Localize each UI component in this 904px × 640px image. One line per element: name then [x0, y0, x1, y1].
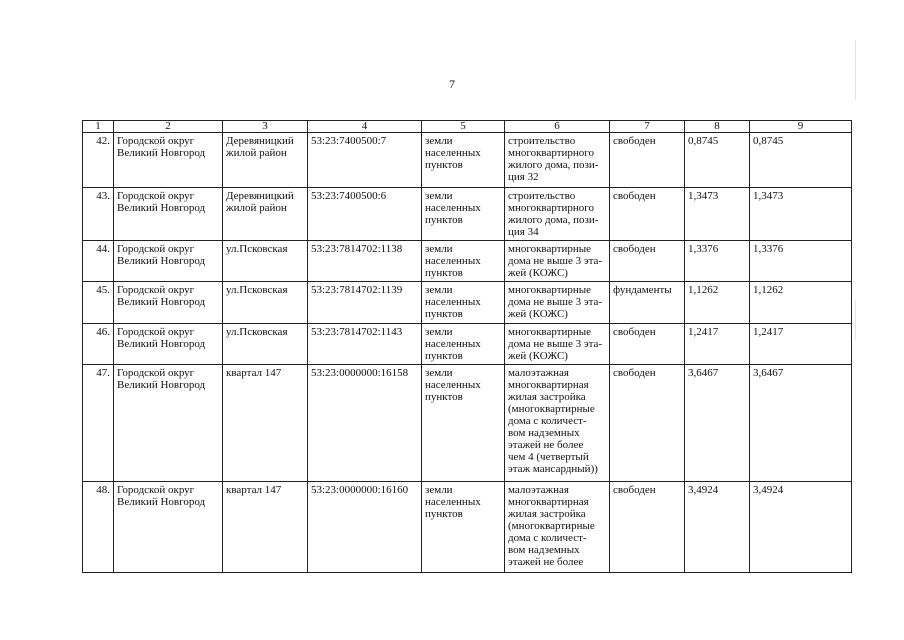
column-number: 5: [422, 121, 505, 133]
cadastral-number-cell-text: 53:23:7400500:7: [311, 135, 387, 147]
area-cell: [685, 324, 750, 365]
cadastral-number-cell: [308, 133, 422, 188]
cadastral-number-cell: [308, 365, 422, 482]
location-cell-text: ул.Псковская: [226, 243, 288, 255]
cadastral-number-cell: [308, 324, 422, 365]
owner-cell: [114, 188, 223, 241]
area-free-cell-text: 0,8745: [753, 135, 784, 147]
status-cell: [610, 324, 685, 365]
area-cell-text: 1,3473: [688, 190, 719, 202]
status-cell-text: свободен: [613, 135, 656, 147]
area-cell-text: 3,4924: [688, 484, 719, 496]
area-cell-text: 1,1262: [688, 284, 719, 296]
column-number: 2: [114, 121, 223, 133]
area-cell: [685, 365, 750, 482]
owner-cell-text: Городской округ Великий Новгород: [117, 135, 206, 159]
owner-cell: [114, 282, 223, 324]
owner-cell-text: Городской округ Великий Новгород: [117, 243, 206, 267]
location-cell-text: ул.Псковская: [226, 284, 288, 296]
owner-cell: [114, 241, 223, 282]
cadastral-number-cell-text: 53:23:7814702:1143: [311, 326, 403, 338]
status-cell-text: свободен: [613, 484, 656, 496]
permitted-use-cell-text: многоквартирные дома не выше 3 эта- жей (КОЖС): [508, 326, 603, 362]
location-cell-text: квартал 147: [226, 484, 282, 496]
cadastral-number-cell: [308, 188, 422, 241]
owner-cell-text: Городской округ Великий Новгород: [117, 326, 206, 350]
location-cell: [223, 133, 308, 188]
permitted-use-cell: [505, 188, 610, 241]
owner-cell-text: Городской округ Великий Новгород: [117, 284, 206, 308]
cadastral-number-cell-text: 53:23:0000000:16160: [311, 484, 409, 496]
owner-cell: [114, 133, 223, 188]
row-number-cell: [83, 365, 114, 482]
area-free-cell: [750, 133, 852, 188]
owner-cell: [114, 365, 223, 482]
status-cell: [610, 188, 685, 241]
row-number-cell: [83, 241, 114, 282]
location-cell-text: Деревяницкий жилой район: [226, 190, 294, 214]
permitted-use-cell: [505, 282, 610, 324]
cadastral-number-cell: [308, 241, 422, 282]
area-free-cell-text: 3,6467: [753, 367, 784, 379]
row-number-cell-text: 47.: [96, 367, 110, 379]
page-number: 7: [449, 77, 455, 91]
location-cell: [223, 324, 308, 365]
status-cell-text: свободен: [613, 326, 656, 338]
land-category-cell-text: земли населенных пунктов: [425, 284, 481, 320]
column-number: 6: [505, 121, 610, 133]
location-cell-text: квартал 147: [226, 367, 282, 379]
status-cell-text: фундаменты: [613, 284, 672, 296]
row-number-cell-text: 42.: [96, 135, 110, 147]
location-cell-text: ул.Псковская: [226, 326, 288, 338]
status-cell: [610, 482, 685, 573]
area-free-cell-text: 1,3376: [753, 243, 784, 255]
row-number-cell: [83, 482, 114, 573]
area-cell-text: 1,3376: [688, 243, 719, 255]
permitted-use-cell-text: строительство многоквартирного жилого дома, пози- ция 32: [508, 135, 599, 183]
land-category-cell-text: земли населенных пунктов: [425, 190, 481, 226]
status-cell-text: свободен: [613, 243, 656, 255]
column-number: 7: [610, 121, 685, 133]
land-category-cell-text: земли населенных пунктов: [425, 135, 481, 171]
area-cell: [685, 482, 750, 573]
permitted-use-cell-text: многоквартирные дома не выше 3 эта- жей (КОЖС): [508, 243, 603, 279]
land-category-cell: [422, 133, 505, 188]
land-category-cell: [422, 324, 505, 365]
row-number-cell-text: 43.: [96, 190, 110, 202]
area-free-cell: [750, 365, 852, 482]
column-number: 9: [750, 121, 852, 133]
row-number-cell: [83, 282, 114, 324]
area-cell: [685, 133, 750, 188]
land-category-cell: [422, 282, 505, 324]
location-cell: [223, 282, 308, 324]
area-free-cell-text: 3,4924: [753, 484, 784, 496]
table-row: [83, 482, 852, 573]
location-cell: [223, 188, 308, 241]
area-cell-text: 0,8745: [688, 135, 719, 147]
table-row: [83, 324, 852, 365]
land-category-cell-text: земли населенных пунктов: [425, 243, 481, 279]
area-cell: [685, 241, 750, 282]
area-free-cell-text: 1,3473: [753, 190, 784, 202]
area-free-cell-text: 1,2417: [753, 326, 784, 338]
cadastral-number-cell: [308, 282, 422, 324]
location-cell: [223, 365, 308, 482]
owner-cell: [114, 324, 223, 365]
land-category-cell: [422, 365, 505, 482]
status-cell-text: свободен: [613, 367, 656, 379]
area-free-cell: [750, 324, 852, 365]
column-number: 1: [83, 121, 114, 133]
row-number-cell-text: 44.: [96, 243, 110, 255]
status-cell: [610, 365, 685, 482]
cadastral-number-cell: [308, 482, 422, 573]
owner-cell-text: Городской округ Великий Новгород: [117, 484, 206, 508]
column-number: 8: [685, 121, 750, 133]
permitted-use-cell: [505, 324, 610, 365]
table-row: [83, 241, 852, 282]
status-cell: [610, 133, 685, 188]
area-free-cell: [750, 241, 852, 282]
permitted-use-cell: [505, 482, 610, 573]
row-number-cell-text: 45.: [96, 284, 110, 296]
permitted-use-cell-text: малоэтажная многоквартирная жилая застройка (многоквартирные дома с количест- вом надземных этажей не более: [508, 484, 595, 568]
location-cell: [223, 241, 308, 282]
permitted-use-cell: [505, 241, 610, 282]
table-row: [83, 188, 852, 241]
scan-artifact: [855, 300, 856, 340]
status-cell: [610, 241, 685, 282]
owner-cell-text: Городской округ Великий Новгород: [117, 190, 206, 214]
area-cell-text: 3,6467: [688, 367, 719, 379]
location-cell-text: Деревяницкий жилой район: [226, 135, 294, 159]
permitted-use-cell-text: строительство многоквартирного жилого дома, пози- ция 34: [508, 190, 599, 238]
area-free-cell-text: 1,1262: [753, 284, 784, 296]
land-category-cell-text: земли населенных пунктов: [425, 484, 481, 520]
land-plots-table: [82, 120, 852, 573]
permitted-use-cell-text: малоэтажная многоквартирная жилая застройка (многоквартирные дома с количест- вом надземных этажей не более чем 4 (четвертый этаж мансардный)): [508, 367, 598, 475]
land-category-cell-text: земли населенных пунктов: [425, 326, 481, 362]
cadastral-number-cell-text: 53:23:7814702:1138: [311, 243, 403, 255]
owner-cell-text: Городской округ Великий Новгород: [117, 367, 206, 391]
area-cell-text: 1,2417: [688, 326, 719, 338]
row-number-cell: [83, 188, 114, 241]
row-number-cell: [83, 133, 114, 188]
row-number-cell: [83, 324, 114, 365]
land-category-cell: [422, 188, 505, 241]
row-number-cell-text: 48.: [96, 484, 110, 496]
table-body: [83, 121, 852, 573]
status-cell-text: свободен: [613, 190, 656, 202]
area-free-cell: [750, 282, 852, 324]
area-free-cell: [750, 188, 852, 241]
permitted-use-cell: [505, 133, 610, 188]
cadastral-number-cell-text: 53:23:7400500:6: [311, 190, 387, 202]
land-category-cell-text: земли населенных пунктов: [425, 367, 481, 403]
area-cell: [685, 188, 750, 241]
owner-cell: [114, 482, 223, 573]
cadastral-number-cell-text: 53:23:7814702:1139: [311, 284, 403, 296]
land-category-cell: [422, 482, 505, 573]
permitted-use-cell-text: многоквартирные дома не выше 3 эта- жей (КОЖС): [508, 284, 603, 320]
row-number-cell-text: 46.: [96, 326, 110, 338]
table-row: [83, 282, 852, 324]
area-cell: [685, 282, 750, 324]
column-number-row: [83, 121, 852, 133]
table-row: [83, 133, 852, 188]
cadastral-number-cell-text: 53:23:0000000:16158: [311, 367, 409, 379]
status-cell: [610, 282, 685, 324]
column-number: 4: [308, 121, 422, 133]
permitted-use-cell: [505, 365, 610, 482]
location-cell: [223, 482, 308, 573]
area-free-cell: [750, 482, 852, 573]
land-category-cell: [422, 241, 505, 282]
table-row: [83, 365, 852, 482]
column-number: 3: [223, 121, 308, 133]
